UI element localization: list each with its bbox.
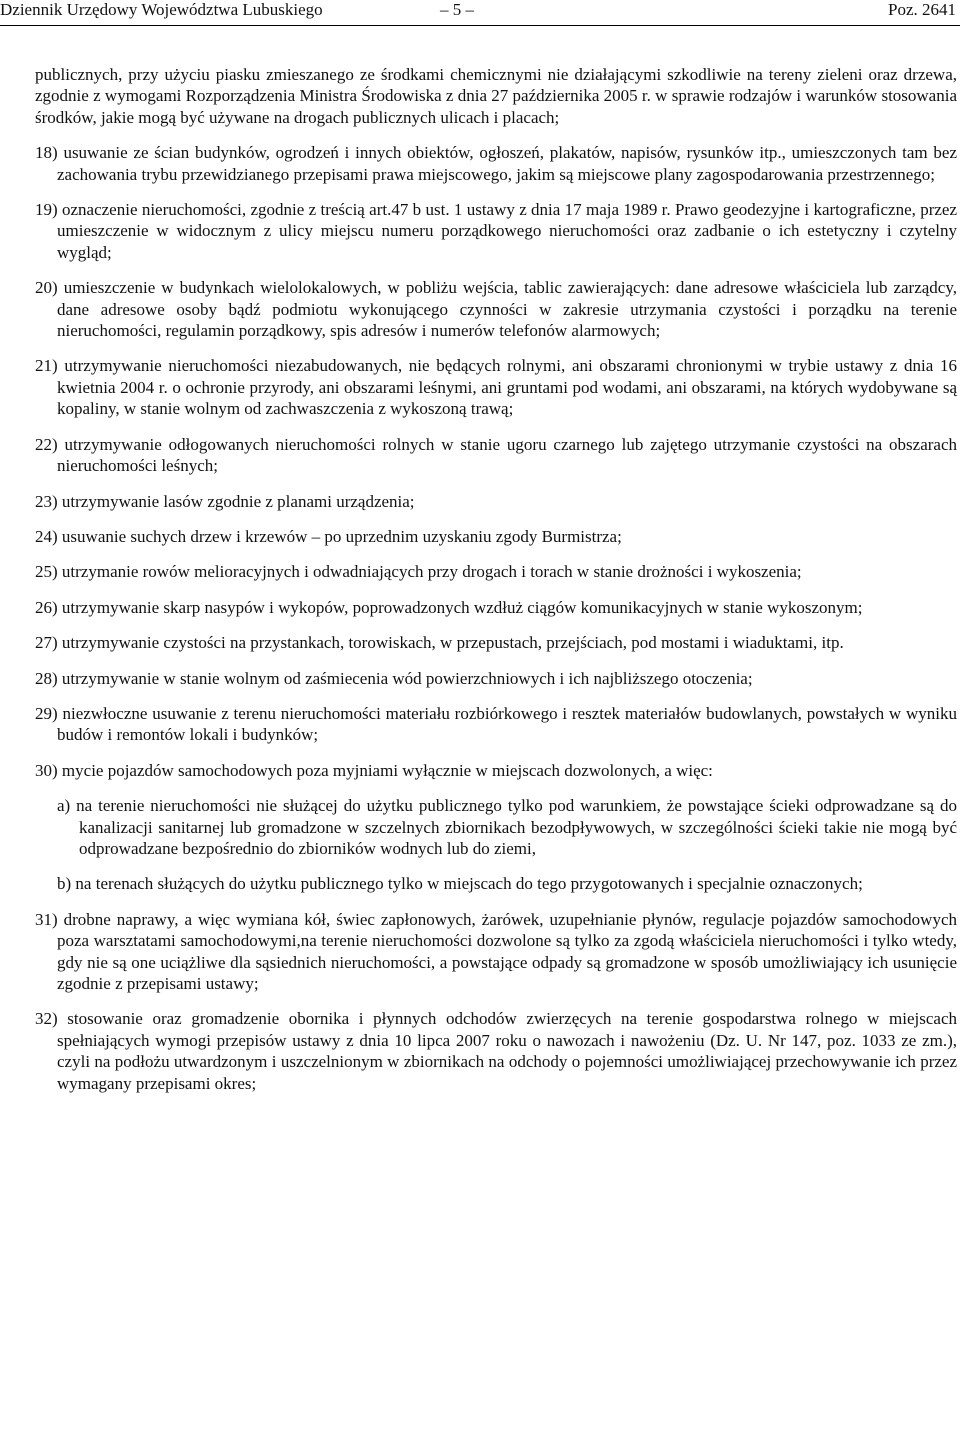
item-text: utrzymywanie nieruchomości niezabudowanych, nie będących rolnymi, ani obszarami chronionymi w trybie ustawy z dnia 16 kwietnia 2004 r. o ochronie przyrody, ani obszarami leśnymi, ani gruntami pod wodami, ani obszarami, na których wydobywane są kopaliny, w stanie wolnym od zachwaszczenia z wykoszoną trawą; — [57, 356, 958, 419]
item-text: utrzymywanie skarp nasypów i wykopów, poprowadzonych wzdłuż ciągów komunikacyjnych w stanie wykoszonym; — [61, 597, 863, 617]
item-number: 20) — [35, 278, 58, 298]
item-text: na terenach służących do użytku publicznego tylko w miejscach do tego przygotowanych i specjalnie oznaczonych; — [75, 874, 863, 894]
sub-list-item — [57, 873, 957, 894]
page-header — [0, 0, 960, 22]
item-number: b) — [57, 874, 72, 894]
page-number: – 5 – — [440, 0, 474, 19]
item-number: 30) — [35, 760, 58, 780]
list-item — [35, 632, 957, 653]
item-number: 19) — [35, 200, 58, 220]
item-number: 24) — [35, 526, 58, 546]
item-number: 18) — [35, 143, 58, 163]
item-number: 21) — [35, 356, 58, 376]
list-item — [35, 434, 958, 477]
list-item — [35, 597, 957, 618]
list-item — [35, 561, 957, 582]
item-list — [35, 142, 957, 781]
item-text: mycie pojazdów samochodowych poza myjniami wyłącznie w miejscach dozwolonych, a więc: — [61, 760, 713, 780]
item-text: oznaczenie nieruchomości, zgodnie z treścią art.47 b ust. 1 ustawy z dnia 17 maja 1989 r. Prawo geodezyjne i kartograficzne, przez umieszczenie w widocznym z ulicy miejscu numeru porządkowego nieruchomości oraz zadbanie o ich estetyczny i czytelny wygląd; — [57, 200, 957, 262]
list-item — [35, 668, 957, 689]
list-item — [35, 277, 957, 341]
publication-title: Dziennik Urzędowy Województwa Lubuskiego — [0, 0, 323, 19]
list-item — [35, 199, 957, 263]
item-text: usuwanie suchych drzew i krzewów – po uprzednim uzyskaniu zgody Burmistrza; — [61, 526, 622, 546]
item-number: 22) — [35, 434, 58, 454]
intro-paragraph: publicznych, przy użyciu piasku zmieszanego ze środkami chemicznymi nie działającymi szkodliwie na tereny zieleni oraz drzewa, zgodnie z wymogami Rozporządzenia Ministra Środowiska z dnia 27 października 2005 r. w sprawie rodzajów i warunków stosowania środków, jakie mogą być używane na drogach publicznych ulicach i placach; — [35, 65, 957, 127]
item-number: 25) — [35, 562, 58, 582]
list-item — [35, 703, 957, 746]
header-divider — [0, 25, 960, 26]
position-number: Poz. 2641 — [888, 0, 956, 19]
item-text: stosowanie oraz gromadzenie obornika i płynnych odchodów zwierzęcych na terenie gospodarstwa rolnego w miejscach spełniających wymogi przepisów ustawy z dnia 10 lipca 2007 roku o nawozach i nawożeniu (Dz. U. Nr 147, poz. 1033 ze zm.), czyli na podłożu utwardzonym i uszczelnionym w zbiornikach na odchody o pojemności umożliwiającej przechowywanie ich przez wymagany przepisami okres; — [57, 1009, 958, 1093]
item-text: usuwanie ze ścian budynków, ogrodzeń i innych obiektów, ogłoszeń, plakatów, napisów, rysunków itp., umieszczonych tam bez zachowania trybu przewidzianego przepisami prawa miejscowego, jakim są miejscowe plany zagospodarowania przestrzennego; — [57, 143, 957, 184]
item-list-continued — [35, 909, 957, 1094]
item-text: niezwłoczne usuwanie z terenu nieruchomości materiału rozbiórkowego i resztek materiałów budowlanych, powstałych w wyniku budów i remontów lokali i budynków; — [57, 703, 957, 745]
item-text: utrzymywanie czystości na przystankach, torowiskach, w przepustach, przejściach, pod mostami i wiaduktami, itp. — [61, 633, 844, 653]
item-text: umieszczenie w budynkach wielolokalowych, w pobliżu wejścia, tablic zawierających: dane adresowe właściciela lub zarządcy, dane adresowe osoby bądź podmiotu wykonującego czynności w zakresie utrzymania czystości i porządku na terenie nieruchomości, regulamin porządkowy, spis adresów i numerów telefonów alarmowych; — [57, 278, 957, 341]
list-item — [35, 526, 957, 547]
item-number: 29) — [35, 703, 58, 723]
document-body — [35, 64, 957, 1108]
item-number: 27) — [35, 633, 58, 653]
item-number: a) — [57, 796, 71, 816]
item-number: 32) — [35, 1009, 58, 1029]
item-text: na terenie nieruchomości nie służącej do użytku publicznego tylko pod warunkiem, że powstające ścieki odprowadzane są do kanalizacji sanitarnej lub gromadzone w szczelnych zbiornikach bezodpływowych, w szczególności ścieki takie nie mogą być odprowadzane bezpośrednio do zbiorników wodnych lub do ziemi, — [76, 796, 958, 858]
item-number: 31) — [35, 909, 58, 929]
item-text: drobne naprawy, a więc wymiana kół, świec zapłonowych, żarówek, uzupełnianie płynów, regulacje pojazdów samochodowych poza warsztatami samochodowymi,na terenie nieruchomości dozwolone są tylko za zgodą właściciela nieruchomości i tylko wtedy, gdy nie są one uciążliwe dla sąsiednich nieruchomości, a powstające odpady są gromadzone w sposób umożliwiający ich usunięcie zgodnie z przepisami ustawy; — [57, 909, 957, 993]
list-item — [35, 491, 957, 512]
list-item — [35, 142, 957, 185]
item-text: utrzymywanie odłogowanych nieruchomości rolnych w stanie ugoru czarnego lub zajętego utrzymanie czystości na obszarach nieruchomości leśnych; — [57, 434, 958, 476]
item-number: 23) — [35, 491, 58, 511]
item-text: utrzymywanie lasów zgodnie z planami urządzenia; — [61, 491, 415, 511]
item-number: 28) — [35, 668, 58, 688]
list-item — [35, 760, 957, 781]
item-text: utrzymanie rowów melioracyjnych i odwadniających przy drogach i torach w stanie drożności i wykoszenia; — [61, 562, 802, 582]
sub-list-item — [57, 795, 957, 859]
list-item — [35, 1008, 958, 1094]
item-number: 26) — [35, 597, 58, 617]
list-item — [35, 909, 957, 995]
item-text: utrzymywanie w stanie wolnym od zaśmiecenia wód powierzchniowych i ich najbliższego otoczenia; — [61, 668, 753, 688]
subitem-list — [35, 795, 957, 895]
list-item — [35, 355, 958, 419]
